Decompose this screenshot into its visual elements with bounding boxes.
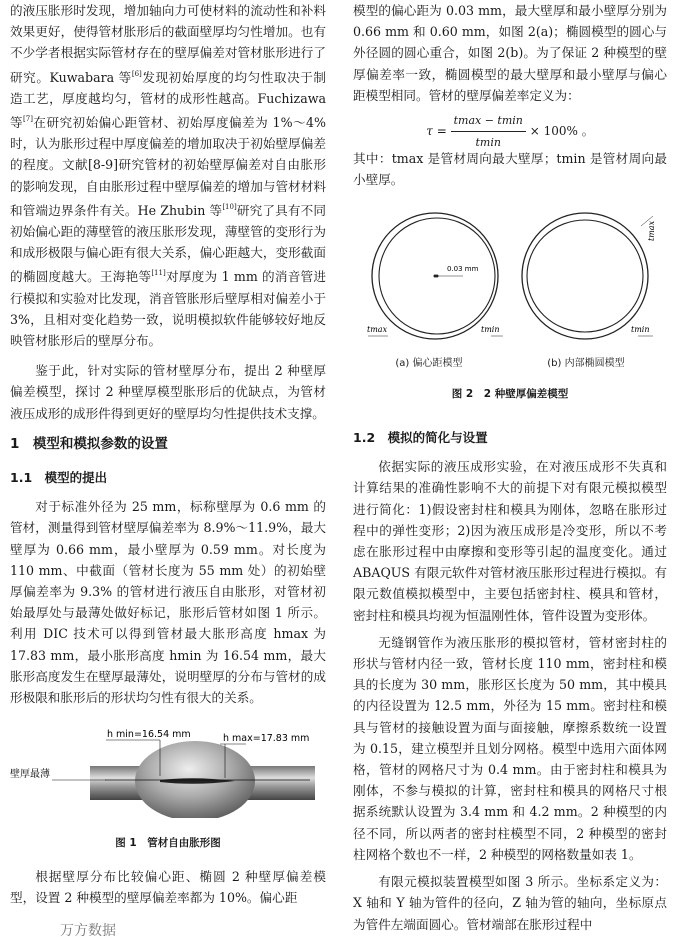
compare-paragraph: 根据壁厚分布比较偏心距、椭圆 2 种壁厚偏差模型，设置 2 种模型的壁厚偏差率都为 10%。偏心距: [10, 868, 326, 905]
section-heading-1-1: 1.1 模型的提出: [10, 470, 108, 486]
left-column: [10, 0, 326, 908]
intro-paragraph: 的液压胀形时发现，增加轴向力可使材料的流动性和补料效果更好，使得管材胀形后的截面壁厚均匀性增加。也有不少学者根据实际管材存在的壁厚偏差对管材胀形进行了研究。Kuwabara 等[6]发现初始厚度的均匀性取决于制造工艺，厚度越均匀，管材的成形性越高。Fuchizawa 等[7]在研究初始偏心距管材、初始厚度偏差为 1%～4% 时，认为胀形过程中厚度偏差的增加取决于初始壁厚偏差的程度。文献[8-9]研究管材的初始壁厚偏差对自由胀形的影响发现，自由胀形过程中壁厚偏差的增加与管材材料和管端边界条件有关。He Zhubin 等[10]研究了具有不同初始偏心距的薄壁管的液压胀形发现，薄壁管的变形行为和成形极限与偏心距有很大关系，偏心距越大，变形截面的椭圆度越大。王海艳等[11]对厚度为 1 mm 的消音管进行模拟和实验对比发现，消音管胀形后壁厚相对偏差小于 3%，且相对变化趋势一致，说明模拟软件能够较好地反映管材胀形后的壁厚分布。: [10, 3, 327, 349]
fig1-hmax-label: h max=17.83 mm: [223, 733, 310, 745]
figure-1-caption: 图 1 管材自由胀形图: [115, 836, 221, 849]
fig2-subcaption-b: (b) 内部椭圆模型: [547, 357, 625, 369]
fig1-hmin-label: h min=16.54 mm: [107, 729, 191, 741]
section-heading-1: 1 模型和模拟参数的设置: [10, 435, 168, 452]
fig2-b-tmin-label: tmin: [631, 325, 650, 335]
model-b-inner-ellipse: [527, 220, 643, 332]
purpose-paragraph: 鉴于此，针对实际的管材壁厚分布，提出 2 种壁厚偏差模型，探讨 2 种壁厚模型胀形后的优缺点，为管材液压成形的成形件得到更好的壁厚均匀性提供技术支撑。: [10, 363, 326, 421]
fig2-subcaption-a: (a) 偏心距模型: [395, 357, 463, 369]
formula-rhs: × 100% 。: [529, 124, 594, 139]
tube-bulge-image: [10, 718, 326, 818]
thickness-models-diagram: [353, 198, 667, 348]
fig2-eccentric-label: 0.03 mm: [447, 265, 479, 274]
right-column: [353, 0, 667, 935]
figure-1: [10, 718, 326, 853]
model-paragraph: 对于标准外径为 25 mm，标称壁厚为 0.6 mm 的管材，测量得到管材壁厚偏差率为 8.9%～11.9%，最大壁厚为 0.66 mm，最小壁厚为 0.59 mm。对长度为 110 mm、中截面（管材长度为 55 mm 处）的初始壁厚偏差率为 9.3% 的管材进行液压自由胀形，对管材初始最厚处与最薄处做好标记，胀形后管材如图 1 所示。利用 DIC 技术可以得到管材最大胀形高度 hmax 为 17.83 mm，最小胀形高度 hmin 为 16.54 mm，最大胀形高度发生在壁厚最薄处，说明壁厚的分布与管材的成形极限和胀形后的形状均匀性有很大的关系。: [10, 499, 326, 706]
formula-denominator: tmin: [475, 136, 501, 150]
formula-fraction: [451, 110, 526, 153]
figure-2-caption: 图 2 2 种壁厚偏差模型: [451, 387, 569, 400]
fig1-thin-label: 壁厚最薄: [10, 769, 50, 781]
fig2-a-tmin-label: tmin: [481, 325, 500, 335]
simplification-paragraph: 依据实际的液压成形实验，在对液压成形不失真和计算结果的准确性影响不大的前提下对有限元模拟模型进行简化：1)假设密封柱和模具为刚体，忽略在胀形过程中的弹性变形；2)因为液压成形是冷变形，所以不考虑在胀形过程中由摩擦和变形等引起的温度变化。通过 ABAQUS 有限元软件对管材液压胀形过程进行模拟。有限元数值模拟模型中，主要包括密封柱、模具和管材，密封柱和模具均视为恒温刚性体，管件设置为变形体。: [353, 459, 667, 623]
model-b-outer-circle: [522, 213, 648, 339]
mesh-paragraph: 无缝钢管作为液压胀形的模拟管材，管材密封柱的形状与管材内径一致，管材长度 110 mm，密封柱和模具的长度为 30 mm，胀形区长度为 50 mm，其中模具的内径设置为 12.5 mm，外径为 15 mm。密封柱和模具与管材的接触设置为面与面接触，摩擦系数统一设置为 0.15，建立模型并且划分网格。模型中选用六面体网格，管材的网格尺寸为 0.4 mm。由于密封柱和模具为刚体，不参与模拟的计算，密封柱和模具的网格尺寸根据系统默认设置为 3.4 mm 和 4.2 mm。2 种模型的内径不同，所以两者的密封柱模型不同，2 种模型的密封柱网格个数也不一样，2 种模型的网格数量如表 1。: [353, 634, 667, 862]
fig2-a-tmax-label: tmax: [367, 325, 388, 335]
section-heading-1-2: 1.2 模拟的简化与设置: [353, 430, 488, 446]
figure-2: [353, 198, 667, 405]
fig2-b-tmax-label: tmax: [647, 221, 656, 242]
eccentric-paragraph: 模型的偏心距为 0.03 mm，最大壁厚和最小壁厚分别为 0.66 mm 和 0.60 mm，如图 2(a)；椭圆模型的圆心与外径圆的圆心重合，如图 2(b)。为了保证 2 种模型的壁厚偏差率一致，椭圆模型的最大壁厚和最小壁厚与偏心距模型相同。管材的壁厚偏差率定义为：: [353, 3, 667, 103]
symbol-definition: 其中：tmax 是管材周向最大壁厚；tmin 是管材周向最小壁厚。: [353, 151, 667, 188]
watermark: 万方数据: [60, 923, 116, 939]
thickness-deviation-formula: [353, 110, 667, 150]
formula-lhs: τ =: [426, 124, 447, 139]
coordinate-paragraph: 有限元模拟装置模型如图 3 所示。坐标系定义为：X 轴和 Y 轴为管件的径向，Z 轴为管的轴向，坐标原点为管件左端面圆心。管材端部在胀形过程中: [353, 874, 667, 932]
formula-numerator: tmax − tmin: [451, 110, 526, 132]
